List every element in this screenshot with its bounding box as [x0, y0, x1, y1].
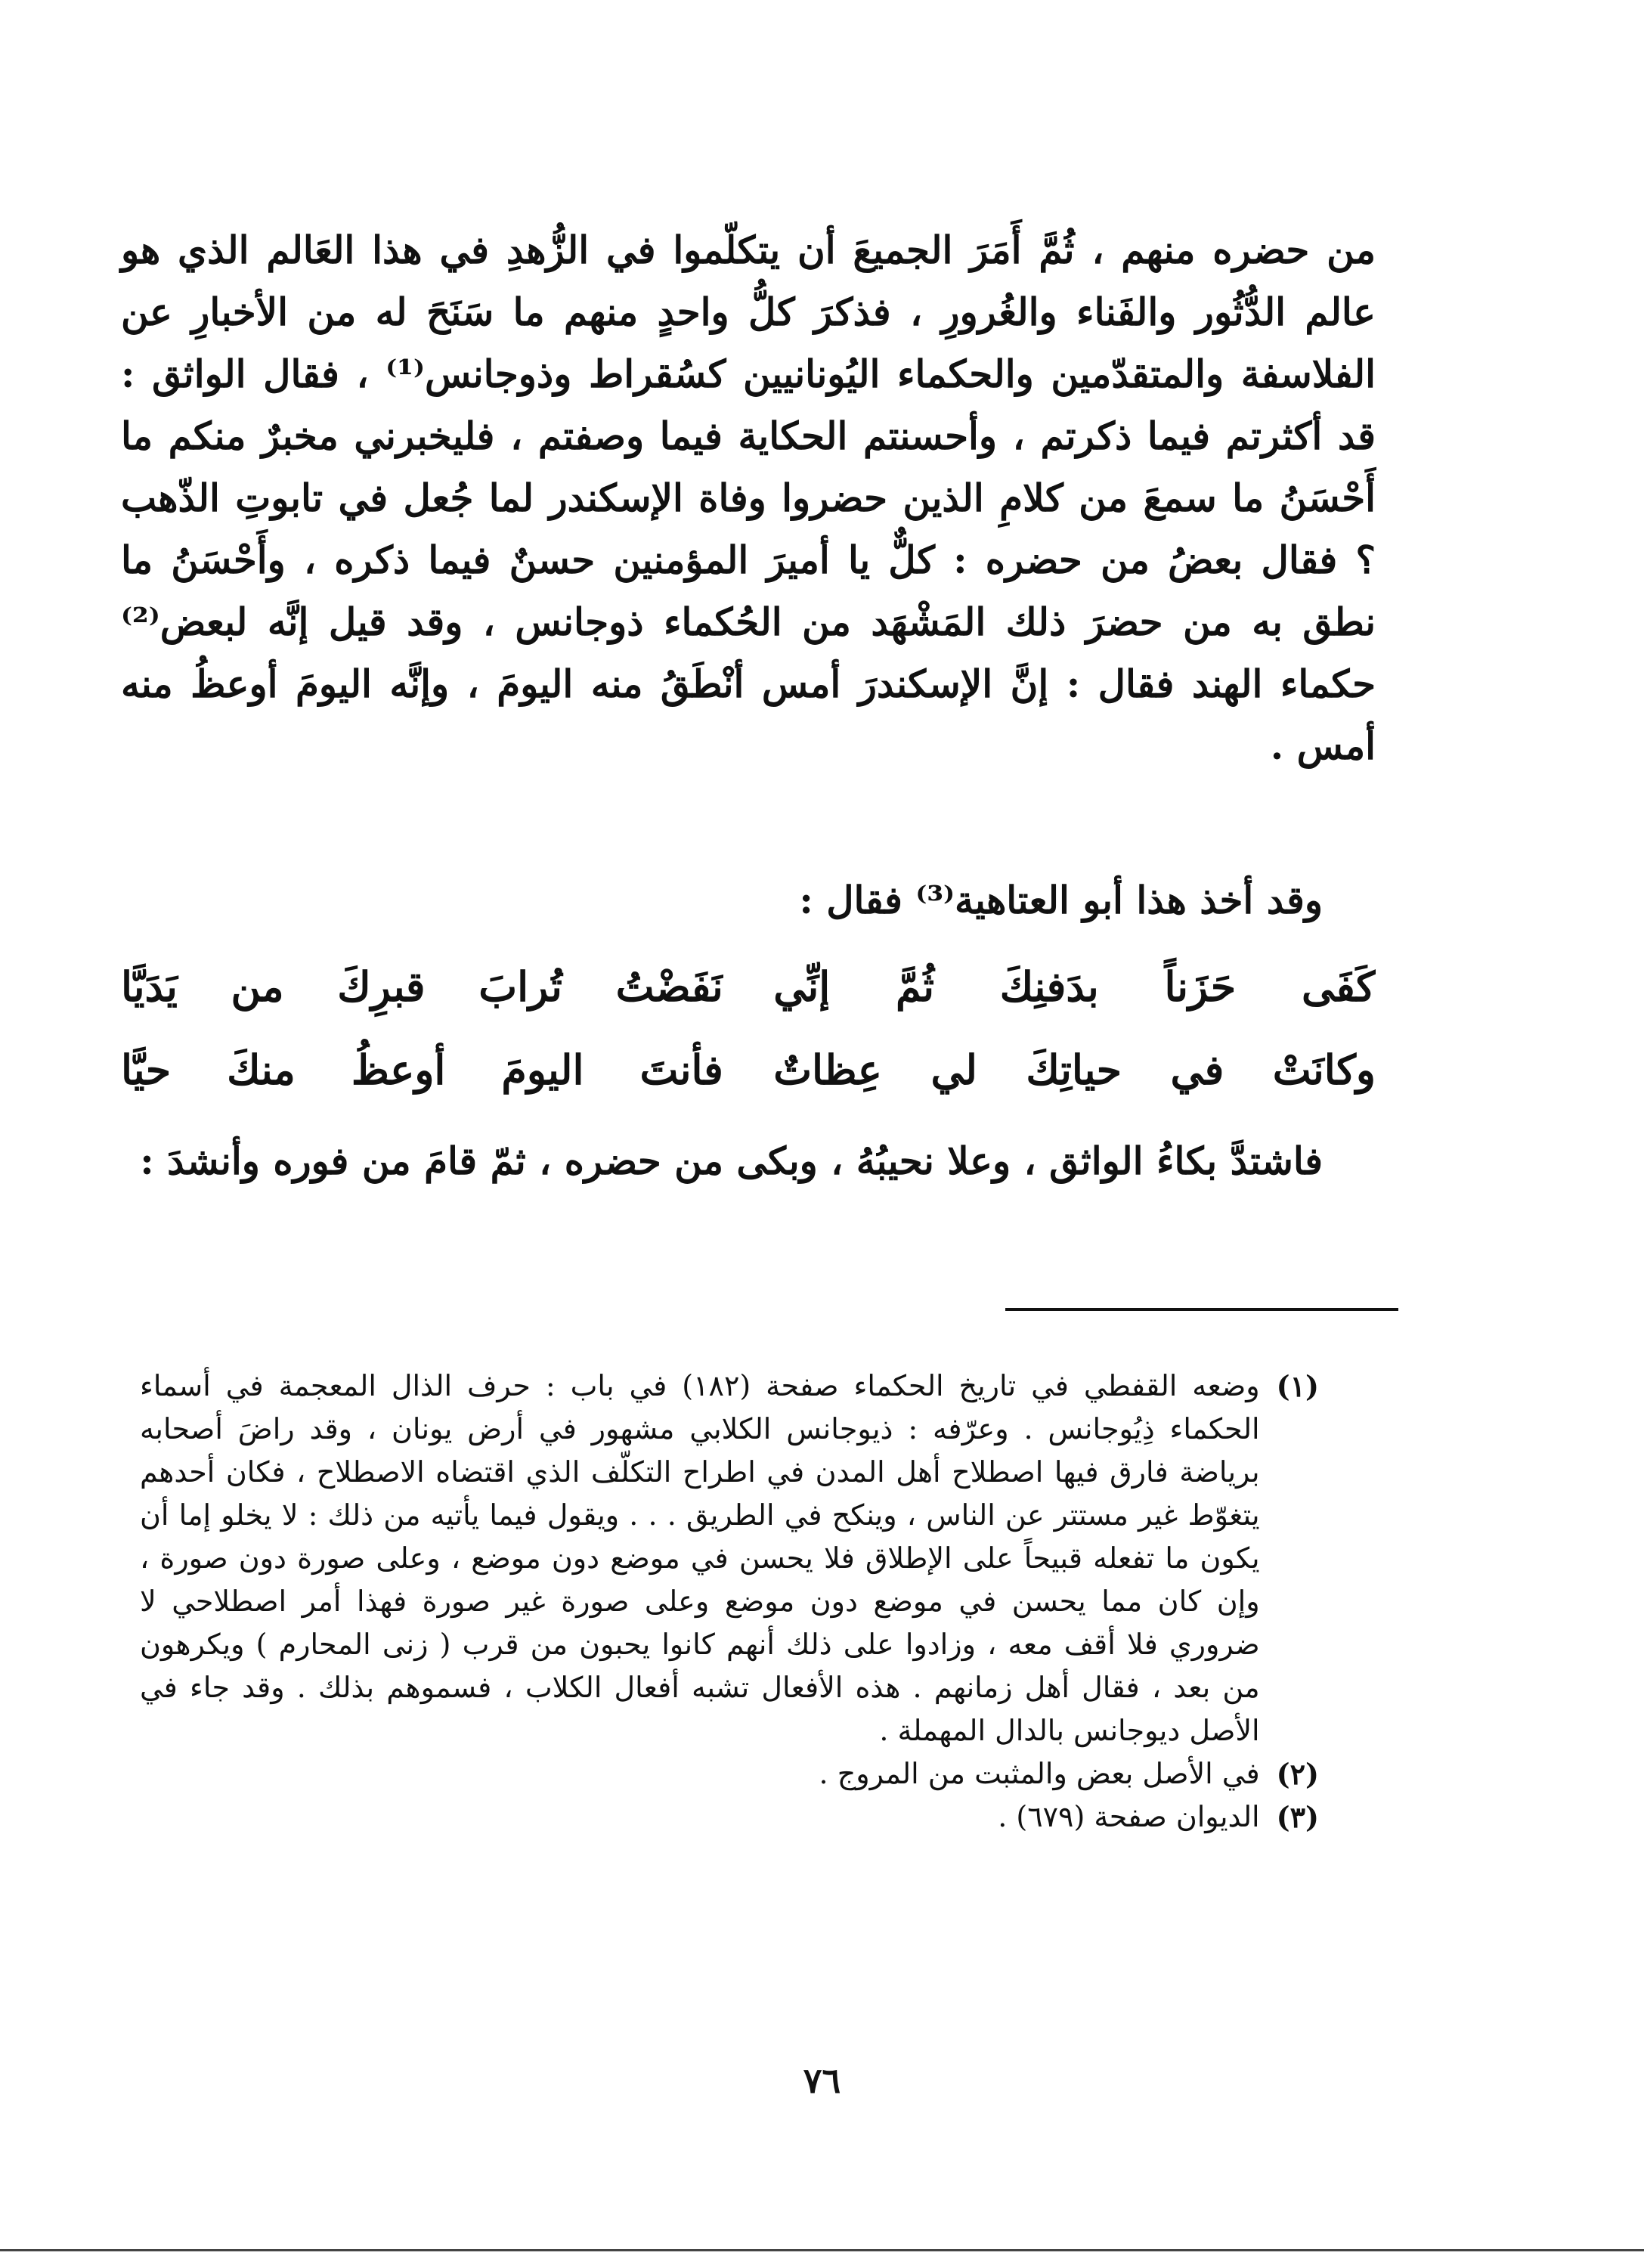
- verse-2-first-hemistich: وكانَتْ في حياتِكَ لي عِظاتٌ: [773, 1046, 1376, 1094]
- footnote-1: [140, 1365, 1319, 1752]
- footnote-number: (٢): [1276, 1757, 1319, 1791]
- verse-1-first-hemistich: كَفَى حَزَناً بدَفنِكَ ثُمَّ إنِّي: [773, 962, 1376, 1011]
- page-number: ٧٦: [803, 2060, 841, 2101]
- footnote-text: في الأصل بعض والمثبت من المروج .: [819, 1757, 1260, 1790]
- page-bottom-rule: [0, 2249, 1644, 2251]
- poem-intro: وقد أخذ هذا أبو العتاهية⁽³⁾ فقال :: [799, 878, 1323, 922]
- after-verses-paragraph: فاشتدَّ بكاءُ الواثق ، وعلا نحيبُهُ ، وبكى من حضره ، ثمّ قامَ من فوره وأنشدَ :: [140, 1139, 1323, 1183]
- footnote-2: [140, 1752, 1319, 1796]
- footnotes: [140, 1365, 1319, 1839]
- verse-2: [121, 1028, 1376, 1111]
- footnote-3: [140, 1796, 1319, 1839]
- footnote-number: (٣): [1276, 1800, 1319, 1834]
- main-paragraph: من حضره منهم ، ثُمَّ أَمَرَ الجميعَ أن يتكلّموا في الزُّهدِ في هذا العَالم الذي هو عالم الدُّثُور والفَناء والغُرورِ ، فذكرَ كلُّ واحدٍ منهم ما سَنَحَ له من الأخبارِ عن الفلاسفة والمتقدّمين والحكماء اليُونانيين كسُقراط وذوجانس⁽¹⁾ ، فقال الواثق : قد أكثرتم فيما ذكرتم ، وأحسنتم الحكاية فيما وصفتم ، فليخبرني مخبرٌ منكم ما أَحْسَنُ ما سمعَ من كلامِ الذين حضروا وفاة الإسكندر لما جُعل في تابوتِ الذّهب ؟ فقال بعضُ من حضره : كلٌّ يا أميرَ المؤمنين حسنٌ فيما ذكره ، وأَحْسَنُ ما نطق به من حضرَ ذلك المَشْهَد من الحُكماء ذوجانس ، وقد قيل إنَّه لبعض⁽²⁾ حكماء الهند فقال : إنَّ الإسكندرَ أمس أنْطَقُ منه اليومَ ، وإنَّه اليومَ أوعظُ منه أمس .: [121, 228, 1376, 768]
- footnote-number: (١): [1276, 1369, 1319, 1403]
- verse-2-second-hemistich: فأنتَ اليومَ أوعظُ منكَ حيَّا: [121, 1046, 723, 1094]
- verse-1-second-hemistich: نَفَضْتُ تُرابَ قبرِكَ من يَدَيَّا: [121, 962, 723, 1011]
- poem-block: [121, 878, 1376, 1111]
- footnote-separator: [1005, 1308, 1398, 1311]
- footnote-text: الديوان صفحة (٦٧٩) .: [998, 1800, 1260, 1833]
- verse-1: [121, 945, 1376, 1028]
- footnote-text: وضعه القفطي في تاريخ الحكماء صفحة (١٨٢) في باب : حرف الذال المعجمة في أسماء الحكماء ذِيُوجانس . وعرّفه : ذيوجانس الكلابي مشهور في أرض يونان ، وقد راضَ أصحابه برياضة فارق فيها اصطلاح أهل المدن في اطراح التكلّف الذي اقتضاه الاصطلاح ، فكان أحدهم يتغوّط غير مستتر عن الناس ، وينكح في الطريق . . . ويقول فيما يأتيه من ذلك : لا يخلو إما أن يكون ما تفعله قبيحاً على الإطلاق فلا يحسن في موضع دون موضع ، وعلى صورة دون صورة ، وإن كان مما يحسن في موضع دون موضع وعلى صورة غير صورة فهذا أمر اصطلاحي لا ضروري فلا أقف معه ، وزادوا على ذلك أنهم كانوا يحبون من قرب ( زنى المحارم ) ويكرهون من بعد ، فقال أهل زمانهم . هذه الأفعال تشبه أفعال الكلاب ، فسموهم بذلك . وقد جاء في الأصل ديوجانس بالدال المهملة .: [140, 1369, 1260, 1747]
